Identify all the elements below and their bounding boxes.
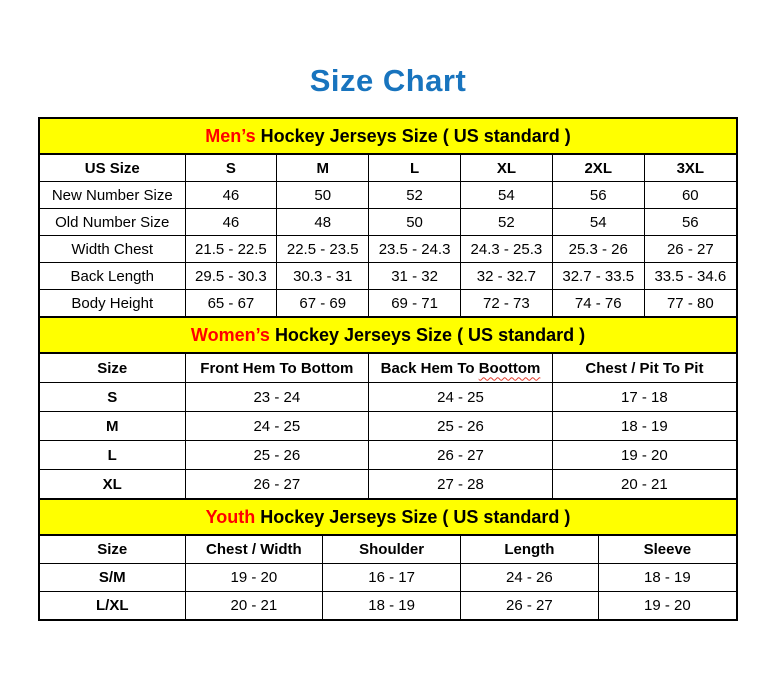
size-value-cell: 56 [644,209,736,236]
column-header: L [369,155,461,182]
mens-section-header [40,119,736,155]
size-value-cell: 20 - 21 [185,592,323,620]
size-value-cell: 54 [460,182,552,209]
column-header: 3XL [644,155,736,182]
size-value-cell: 56 [552,182,644,209]
size-value-cell: 67 - 69 [277,290,369,317]
size-value-cell: 31 - 32 [369,263,461,290]
table-row [40,383,736,412]
table-row [40,592,736,620]
womens-size-table [40,354,736,498]
table-row [40,236,736,263]
column-header: Chest / Width [185,536,323,564]
size-value-cell: 21.5 - 22.5 [185,236,277,263]
column-header: S [185,155,277,182]
size-value-cell: 24.3 - 25.3 [460,236,552,263]
youth-size-table [40,536,736,619]
size-value-cell: 60 [644,182,736,209]
spellcheck-underlined-word: Boottom [478,359,541,377]
youth-section-label: Youth [205,506,256,527]
size-value-cell: 26 - 27 [644,236,736,263]
size-value-cell: 25 - 26 [185,441,369,470]
mens-header-row [40,155,736,182]
column-header: XL [460,155,552,182]
size-value-cell: 74 - 76 [552,290,644,317]
size-value-cell: 20 - 21 [552,470,736,499]
column-header: Front Hem To Bottom [185,354,369,383]
size-value-cell: 23 - 24 [185,383,369,412]
mens-size-table [40,155,736,316]
size-value-cell: 33.5 - 34.6 [644,263,736,290]
youth-header-row [40,536,736,564]
column-header: M [277,155,369,182]
column-header: Length [461,536,599,564]
size-value-cell: 30.3 - 31 [277,263,369,290]
size-value-cell: 18 - 19 [552,412,736,441]
size-value-cell: 69 - 71 [369,290,461,317]
row-label: Body Height [40,290,185,317]
column-header: Sleeve [598,536,736,564]
table-row [40,290,736,317]
size-value-cell: 19 - 20 [598,592,736,620]
size-value-cell: 46 [185,182,277,209]
column-header: US Size [40,155,185,182]
size-value-cell: 26 - 27 [369,441,553,470]
size-value-cell: 19 - 20 [185,564,323,592]
row-label: Width Chest [40,236,185,263]
table-row [40,209,736,236]
size-value-cell: 65 - 67 [185,290,277,317]
size-chart [38,117,738,621]
page-title: Size Chart [309,63,467,98]
table-row [40,470,736,499]
mens-section-label: Men’s [205,125,256,146]
youth-section-header [40,498,736,536]
table-row [40,182,736,209]
size-value-cell: 52 [369,182,461,209]
size-value-cell: 27 - 28 [369,470,553,499]
row-label: XL [40,470,185,499]
column-header: Size [40,536,185,564]
womens-section-header [40,316,736,354]
size-value-cell: 52 [460,209,552,236]
size-value-cell: 29.5 - 30.3 [185,263,277,290]
size-value-cell: 50 [369,209,461,236]
column-header: Size [40,354,185,383]
row-label: L/XL [40,592,185,620]
row-label: S/M [40,564,185,592]
row-label: M [40,412,185,441]
row-label: L [40,441,185,470]
mens-section-title: Hockey Jerseys Size ( US standard ) [260,125,571,146]
size-value-cell: 72 - 73 [460,290,552,317]
size-value-cell: 32.7 - 33.5 [552,263,644,290]
size-value-cell: 18 - 19 [323,592,461,620]
size-value-cell: 24 - 25 [185,412,369,441]
size-value-cell: 50 [277,182,369,209]
womens-section-title: Hockey Jerseys Size ( US standard ) [274,324,586,345]
size-value-cell: 22.5 - 23.5 [277,236,369,263]
size-value-cell: 16 - 17 [323,564,461,592]
column-header: Chest / Pit To Pit [552,354,736,383]
size-value-cell: 26 - 27 [461,592,599,620]
youth-section-title: Hockey Jerseys Size ( US standard ) [260,506,571,527]
size-value-cell: 46 [185,209,277,236]
row-label: Old Number Size [40,209,185,236]
size-value-cell: 26 - 27 [185,470,369,499]
row-label: S [40,383,185,412]
table-row [40,263,736,290]
size-value-cell: 32 - 32.7 [460,263,552,290]
womens-header-row [40,354,736,383]
row-label: Back Length [40,263,185,290]
size-value-cell: 25 - 26 [369,412,553,441]
column-header: 2XL [552,155,644,182]
size-value-cell: 24 - 26 [461,564,599,592]
size-value-cell: 77 - 80 [644,290,736,317]
size-value-cell: 25.3 - 26 [552,236,644,263]
size-value-cell: 54 [552,209,644,236]
womens-section-label: Women’s [190,324,270,345]
size-value-cell: 18 - 19 [598,564,736,592]
size-value-cell: 19 - 20 [552,441,736,470]
row-label: New Number Size [40,182,185,209]
table-row [40,412,736,441]
column-header: Shoulder [323,536,461,564]
column-header-misspelled: Back Hem To Boottom [369,354,553,383]
size-value-cell: 23.5 - 24.3 [369,236,461,263]
size-value-cell: 24 - 25 [369,383,553,412]
size-value-cell: 48 [277,209,369,236]
table-row [40,441,736,470]
table-row [40,564,736,592]
size-value-cell: 17 - 18 [552,383,736,412]
